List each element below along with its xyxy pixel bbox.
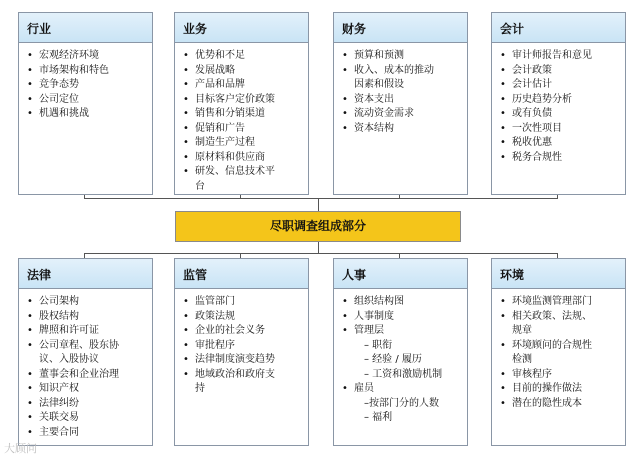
industry-box [18,12,153,195]
list-item: • 企业的社会义务 [183,324,304,339]
accounting-box [491,12,626,195]
list-item: • 潜在的隐性成本 [500,397,621,412]
list-item: • 优势和不足 [183,49,304,64]
personnel-list [334,289,467,426]
list-item: • 雇员 [342,382,463,397]
due-diligence-components-label: 尽职调查组成部分 [175,211,461,242]
list-item: – 福利 [364,412,393,423]
industry-title: 行业 [19,13,152,43]
list-item: 因素和假设 [354,79,404,90]
accounting-list [492,43,625,165]
business-box [174,12,309,195]
list-item: • 预算和预测 [342,49,463,64]
list-item: • 制造生产过程 [183,136,304,151]
watermark: 大顾问 [4,442,37,455]
list-item: • 产品和品牌 [183,78,304,93]
list-item: • 审批程序 [183,339,304,354]
list-item: – 职衔 [364,339,393,351]
list-item: • 环境监测管理部门 [500,295,621,310]
list-item: • 目标客户定价政策 [183,93,304,108]
list-item: – 工资和激励机制 [364,368,443,380]
list-item: • 公司章程、股东协 [27,339,148,354]
list-item: • 股权结构 [27,310,148,325]
list-item: • 公司定位 [27,93,148,108]
list-item: • 资本支出 [342,93,463,108]
list-item: –按部门分的人数 [364,397,439,409]
finance-title: 财务 [334,13,467,43]
list-item: • 会计估计 [500,78,621,93]
regulation-list [175,289,308,397]
connector-bottom-horizontal [84,253,558,254]
list-item: • 税务合规性 [500,151,621,166]
connector-top-horizontal [84,198,558,199]
list-item: • 历史趋势分析 [500,93,621,108]
list-item: • 环境顾问的合规性 [500,339,621,354]
environment-box [491,258,626,446]
connector-center-bottom [318,242,319,253]
list-item: • 法律纠纷 [27,397,148,412]
list-item: • 关联交易 [27,411,148,426]
list-item: 台 [195,180,205,192]
list-item: • 竞争态势 [27,78,148,93]
environment-list [492,289,625,411]
personnel-box [333,258,468,446]
list-item: • 发展战略 [183,64,304,79]
list-item: • 法律制度演变趋势 [183,353,304,368]
business-list [175,43,308,194]
legal-title: 法律 [19,259,152,289]
business-title: 业务 [175,13,308,43]
list-item: • 组织结构图 [342,295,463,310]
finance-box [333,12,468,195]
list-item: • 公司架构 [27,295,148,310]
personnel-title: 人事 [334,259,467,289]
environment-title: 环境 [492,259,625,289]
list-item: • 政策法规 [183,310,304,325]
list-item: • 监管部门 [183,295,304,310]
finance-list [334,43,467,136]
list-item: 议、入股协议 [39,354,99,365]
list-item: • 流动资金需求 [342,107,463,122]
list-item: • 管理层 [342,324,463,339]
legal-list [19,289,152,440]
list-item: • 或有负债 [500,107,621,122]
list-item: • 主要合同 [27,426,148,441]
list-item: – 经验 / 履历 [364,354,422,365]
list-item: • 税收优惠 [500,136,621,151]
list-item: • 研发、信息技术平 [183,165,304,180]
list-item: 检测 [512,354,532,365]
regulation-title: 监管 [175,259,308,289]
list-item: • 相关政策、法规、 [500,310,621,325]
list-item: • 宏观经济环境 [27,49,148,64]
regulation-box [174,258,309,446]
list-item: • 地域政治和政府支 [183,368,304,383]
accounting-title: 会计 [492,13,625,43]
list-item: • 知识产权 [27,382,148,397]
list-item: • 会计政策 [500,64,621,79]
list-item: 持 [195,383,205,394]
list-item: • 审计师报告和意见 [500,49,621,64]
list-item: • 一次性项目 [500,122,621,137]
list-item: • 董事会和企业治理 [27,368,148,383]
industry-list [19,43,152,122]
list-item: • 市场架构和特色 [27,64,148,79]
list-item: • 资本结构 [342,122,463,137]
list-item: • 牌照和许可证 [27,324,148,339]
list-item: • 目前的操作做法 [500,382,621,397]
list-item: • 销售和分销渠道 [183,107,304,122]
list-item: • 审核程序 [500,368,621,383]
list-item: • 收入、成本的推动 [342,64,463,79]
list-item: • 原材料和供应商 [183,151,304,166]
legal-box [18,258,153,446]
connector-center-top [318,198,319,211]
list-item: • 促销和广告 [183,122,304,137]
list-item: • 人事制度 [342,310,463,325]
list-item: • 机遇和挑战 [27,107,148,122]
list-item: 规章 [512,325,532,336]
